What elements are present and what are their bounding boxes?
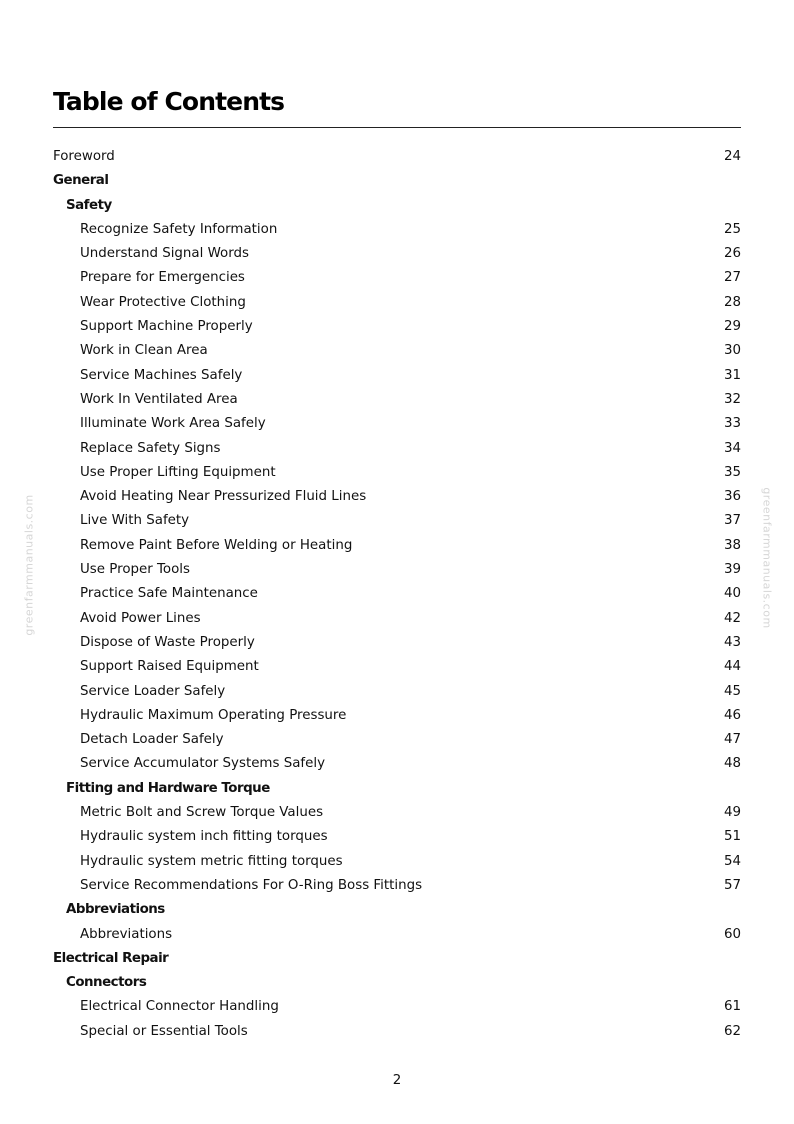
toc-heading-label: Connectors [66,975,147,991]
watermark-left: greenfarmmanuals.com [22,494,36,636]
toc-entry-label: Hydraulic system metric fitting torques [80,853,343,869]
toc-page-number: 28 [723,294,741,310]
toc-entry-label: Wear Protective Clothing [80,294,246,310]
toc-entry-label: Foreword [53,149,115,164]
toc-entry-label: Service Machines Safely [80,367,243,383]
toc-page-number: 49 [723,805,741,821]
toc-page-number: 42 [723,610,741,626]
toc-page-number: 62 [723,1023,741,1039]
toc-entry[interactable] [53,752,741,776]
toc-heading-label: General [53,173,109,189]
toc-entry-label: Dispose of Waste Properly [80,634,255,650]
toc-page-number: 31 [723,367,741,383]
title-divider [53,127,741,128]
toc-entry[interactable] [53,704,741,728]
toc-heading-label: Fitting and Hardware Torque [66,780,270,796]
toc-section-heading [53,947,741,971]
toc-section-heading [53,777,741,801]
toc-page-number: 40 [723,586,741,602]
toc-page-number: 45 [723,683,741,699]
toc-entry[interactable] [53,437,741,461]
toc-entry[interactable] [53,582,741,606]
toc-entry[interactable] [53,1020,741,1044]
toc-entry-label: Electrical Connector Handling [80,999,279,1015]
toc-entry-label: Recognize Safety Information [80,221,278,237]
toc-heading-label: Safety [66,197,112,213]
toc-page-number: 29 [723,319,741,335]
toc-entry-label: Avoid Power Lines [80,610,201,626]
toc-entry-label: Avoid Heating Near Pressurized Fluid Lines [80,489,367,505]
toc-entry-label: Service Accumulator Systems Safely [80,756,326,772]
toc-entry[interactable] [53,412,741,436]
toc-entry-label: Abbreviations [80,926,173,942]
toc-entry-label: Work In Ventilated Area [80,391,238,407]
toc-page-number: 35 [723,464,741,480]
toc-entry[interactable] [53,388,741,412]
toc-entry-label: Support Raised Equipment [80,659,259,675]
toc-entry[interactable] [53,339,741,363]
toc-entry[interactable] [53,874,741,898]
toc-entry[interactable] [53,728,741,752]
toc-section-heading [53,194,741,218]
toc-entry[interactable] [53,242,741,266]
toc-entry-label: Understand Signal Words [80,246,249,262]
toc-page-number: 24 [723,149,741,164]
toc-entry[interactable] [53,145,741,169]
toc-entry-label: Practice Safe Maintenance [80,586,258,602]
toc-entry[interactable] [53,461,741,485]
toc-page-number: 37 [723,513,741,529]
toc-entry[interactable] [53,534,741,558]
toc-page-number: 26 [723,246,741,262]
toc-page-number: 27 [723,270,741,286]
toc-heading-label: Electrical Repair [53,950,169,966]
toc-section-heading [53,169,741,193]
page-number: 2 [392,1073,402,1088]
toc-page-number: 33 [723,416,741,432]
toc-entry[interactable] [53,364,741,388]
table-of-contents [53,145,741,1044]
toc-entry[interactable] [53,291,741,315]
toc-entry-label: Service Loader Safely [80,683,226,699]
toc-page-number: 32 [723,391,741,407]
toc-entry[interactable] [53,509,741,533]
toc-entry[interactable] [53,801,741,825]
watermark-right: greenfarmmanuals.com [760,487,774,629]
toc-page-number: 47 [723,732,741,748]
toc-page-number: 57 [723,877,741,893]
toc-entry[interactable] [53,558,741,582]
toc-entry-label: Use Proper Tools [80,562,191,578]
toc-entry-label: Live With Safety [80,513,190,529]
toc-page-number: 43 [723,634,741,650]
toc-entry[interactable] [53,923,741,947]
toc-entry-label: Metric Bolt and Screw Torque Values [80,805,324,821]
toc-entry[interactable] [53,850,741,874]
toc-page-number: 39 [723,562,741,578]
toc-entry-label: Detach Loader Safely [80,732,224,748]
toc-entry[interactable] [53,825,741,849]
toc-page-number: 36 [723,489,741,505]
toc-entry[interactable] [53,266,741,290]
toc-page-number: 51 [723,829,741,845]
toc-entry-label: Work in Clean Area [80,343,208,359]
toc-page-number: 44 [723,659,741,675]
toc-entry-label: Prepare for Emergencies [80,270,245,286]
toc-entry-label: Support Machine Properly [80,319,253,335]
toc-entry-label: Remove Paint Before Welding or Heating [80,537,353,553]
toc-section-heading [53,898,741,922]
toc-page-number: 25 [723,221,741,237]
toc-entry-label: Special or Essential Tools [80,1023,248,1039]
toc-entry[interactable] [53,631,741,655]
toc-section-heading [53,971,741,995]
toc-page-number: 54 [723,853,741,869]
toc-page-number: 30 [723,343,741,359]
toc-entry[interactable] [53,607,741,631]
toc-page-number: 34 [723,440,741,456]
toc-entry[interactable] [53,995,741,1019]
toc-entry-label: Illuminate Work Area Safely [80,416,266,432]
page-title: Table of Contents [53,87,285,116]
toc-entry[interactable] [53,315,741,339]
toc-entry[interactable] [53,485,741,509]
toc-entry-label: Use Proper Lifting Equipment [80,464,276,480]
toc-entry-label: Hydraulic system inch fitting torques [80,829,328,845]
toc-entry[interactable] [53,655,741,679]
toc-page-number: 60 [723,926,741,942]
toc-entry[interactable] [53,680,741,704]
toc-page-number: 61 [723,999,741,1015]
toc-entry-label: Service Recommendations For O-Ring Boss Fittings [80,877,423,893]
toc-heading-label: Abbreviations [66,902,165,918]
toc-page-number: 48 [723,756,741,772]
toc-entry-label: Replace Safety Signs [80,440,221,456]
toc-page-number: 46 [723,707,741,723]
toc-entry-label: Hydraulic Maximum Operating Pressure [80,707,347,723]
toc-page-number: 38 [723,537,741,553]
toc-entry[interactable] [53,218,741,242]
